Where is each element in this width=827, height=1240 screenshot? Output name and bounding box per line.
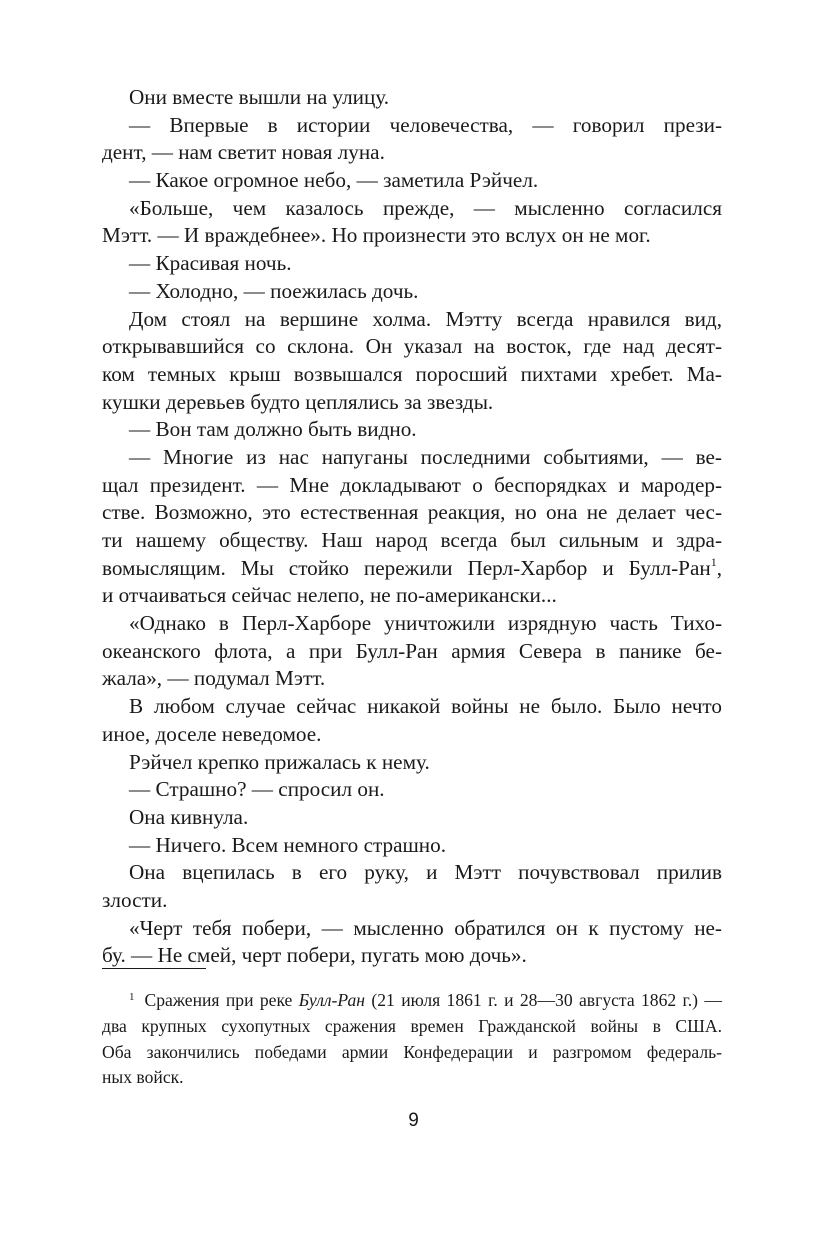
footnote-after-term: (21 июля 1861 г. и 28—30 августа 1862 г.) — (365, 990, 722, 1010)
text-line: бу. — Не смей, черт побери, пугать мою дочь». (102, 943, 527, 968)
text-line: вомыслящим. Мы стойко пережили Перл-Харбор и Булл-Ран (102, 555, 711, 580)
text-line: жала», — подумал Мэтт. (102, 666, 326, 691)
footnote-line: два крупных сухопутных сражения времен Гражданской войны в США. (102, 1015, 722, 1036)
note-ref-trailing: , (716, 555, 722, 580)
text-line-with-note-ref (102, 555, 722, 583)
footnote-italic-term: Булл-Ран (298, 990, 366, 1010)
text-line: океанского флота, а при Булл-Ран армия Севера в панике бе- (102, 638, 722, 663)
footnote-line: Оба закончились победами армии Конфедерации и разгромом федераль- (102, 1041, 722, 1062)
footnote-ref-mark: 1 (710, 554, 717, 569)
text-line: Мэтт. — И враждебнее». Но произнести это вслух он не мог. (102, 223, 651, 248)
text-line: — Холодно, — поежилась дочь. (129, 278, 419, 303)
text-line: дент, — нам светит новая луна. (102, 140, 385, 165)
page-body (102, 84, 722, 970)
text-line: — Ничего. Всем немного страшно. (129, 832, 447, 857)
footnote-lead: Сражения при реке (144, 990, 299, 1010)
text-line: ком темных крыш возвышался поросший пихтами хребет. Ма- (102, 361, 722, 386)
text-line: стве. Возможно, это естественная реакция, но она не делает чес- (102, 500, 722, 525)
text-line: «Черт тебя побери, — мысленно обратился он к пустому не- (129, 915, 722, 940)
text-line: — Страшно? — спросил он. (129, 777, 385, 802)
text-line: — Впервые в истории человечества, — говорил прези- (129, 112, 722, 137)
text-line: открывавшийся со склона. Он указал на восток, где над десят- (102, 334, 722, 359)
footnote (102, 988, 722, 1091)
text-line: Дом стоял на вершине холма. Мэтту всегда нравился вид, (129, 306, 722, 331)
footnote-first-line (102, 988, 722, 1014)
text-line: — Красивая ночь. (129, 251, 292, 276)
text-line: Она кивнула. (129, 804, 249, 829)
text-line: Она вцепилась в его руку, и Мэтт почувствовал прилив (129, 860, 722, 885)
text-line: щал президент. — Мне докладывают о беспорядках и мародер- (102, 472, 722, 497)
text-line: и отчаиваться сейчас нелепо, не по-американски... (102, 583, 557, 608)
text-line: Они вместе вышли на улицу. (129, 85, 390, 109)
page-number: 9 (408, 1110, 419, 1131)
text-line: «Больше, чем казалось прежде, — мысленно согласился (129, 195, 722, 220)
text-line: иное, доселе неведомое. (102, 721, 322, 746)
text-line: злости. (102, 887, 168, 912)
text-line: кушки деревьев будто цеплялись за звезды. (102, 389, 494, 414)
text-line: В любом случае сейчас никакой войны не было. Было нечто (129, 694, 722, 719)
footnote-number: 1 (129, 991, 135, 1003)
footnote-divider (102, 968, 206, 969)
footnote-line: ных войск. (102, 1067, 184, 1088)
text-line: ти нашему обществу. Наш народ всегда был сильным и здра- (102, 528, 722, 552)
main-text (102, 84, 722, 970)
text-line: — Какое огромное небо, — заметила Рэйчел. (129, 168, 539, 193)
text-line: — Многие из нас напуганы последними событиями, — ве- (129, 444, 722, 469)
text-line: Рэйчел крепко прижалась к нему. (129, 749, 430, 774)
text-line: «Однако в Перл-Харборе уничтожили изрядную часть Тихо- (129, 611, 722, 636)
text-line: — Вон там должно быть видно. (129, 417, 417, 442)
